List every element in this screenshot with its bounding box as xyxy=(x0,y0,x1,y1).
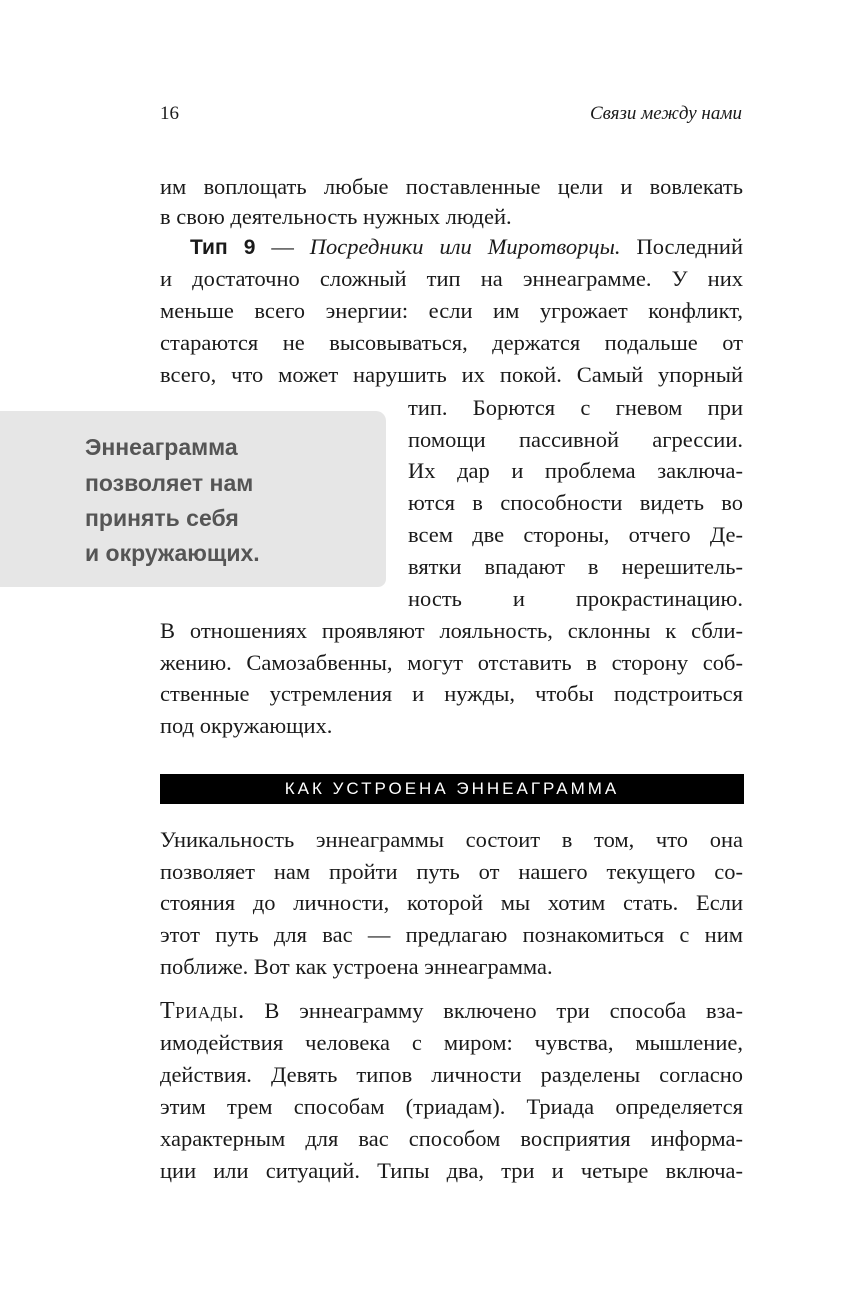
text-line: имодействия человека с миром: чувства, мышление, xyxy=(160,1030,743,1055)
pull-quote-box xyxy=(0,411,386,587)
page-number: 16 xyxy=(160,103,179,124)
type9-name: Посредники или Миротворцы. xyxy=(309,234,621,259)
text-line: поближе. Вот как устроена эннеаграмма. xyxy=(160,954,553,979)
text-line: жению. Самозабвенны, могут отставить в сторону соб- xyxy=(160,650,743,675)
pull-quote-line: принять себя xyxy=(85,505,239,531)
type9-dash: — xyxy=(255,234,310,259)
text-line: В отношениях проявляют лояльность, склонны к сбли- xyxy=(160,618,743,643)
triads-first-line xyxy=(160,994,743,1027)
text-line: стояния до личности, которой мы хотим стать. Если xyxy=(160,890,743,915)
text-line: этим трем способам (триадам). Триада определяется xyxy=(160,1094,743,1119)
pull-quote-line: Эннеаграмма xyxy=(85,434,238,460)
type9-label: Тип 9 xyxy=(190,236,256,259)
pull-quote-line: позволяет нам xyxy=(85,470,254,496)
section-heading: КАК УСТРОЕНА ЭННЕАГРАММА xyxy=(160,774,744,804)
text-line: этот путь для вас — предлагаю познакомиться с ним xyxy=(160,922,743,947)
text-line: позволяет нам пройти путь от нашего текущего со- xyxy=(160,859,743,884)
type9-first-rest: Последний xyxy=(620,234,743,259)
text-line: действия. Девять типов личности разделены согласно xyxy=(160,1062,743,1087)
text-line: и достаточно сложный тип на эннеаграмме. У них xyxy=(160,266,743,291)
text-line: характерным для вас способом восприятия информа- xyxy=(160,1126,743,1151)
text-line: ции или ситуаций. Типы два, три и четыре включа- xyxy=(160,1158,743,1183)
pull-quote-line: и окружающих. xyxy=(85,540,260,566)
text-line: в свою деятельность нужных людей. xyxy=(160,204,512,229)
text-line: тип. Борются с гневом при xyxy=(408,395,743,420)
text-line: вятки впадают в нерешитель- xyxy=(408,554,743,579)
text-line: ственные устремления и нужды, чтобы подстроиться xyxy=(160,681,743,706)
text-line: меньше всего энергии: если им угрожает конфликт, xyxy=(160,298,743,323)
text-line: помощи пассивной агрессии. xyxy=(408,427,743,452)
type9-first-line xyxy=(160,230,743,263)
text-line: стараются не высовываться, держатся подальше от xyxy=(160,330,743,355)
text-line: ность и прокрастинацию. xyxy=(408,586,743,611)
text-line: всем две стороны, отчего Де- xyxy=(408,522,743,547)
text-line: Уникальность эннеаграммы состоит в том, что она xyxy=(160,827,743,852)
text-line: ются в способности видеть во xyxy=(408,490,743,515)
running-title: Связи между нами xyxy=(589,103,742,124)
text-line: им воплощать любые поставленные цели и вовлекать xyxy=(160,174,743,199)
text-line: Их дар и проблема заключа- xyxy=(408,458,743,483)
text-line: под окружающих. xyxy=(160,713,333,738)
triads-first-rest: В эннеаграмму включено три способа вза- xyxy=(244,998,743,1023)
triads-label: Триады. xyxy=(160,998,245,1024)
text-line: всего, что может нарушить их покой. Самый упорный xyxy=(160,362,743,387)
